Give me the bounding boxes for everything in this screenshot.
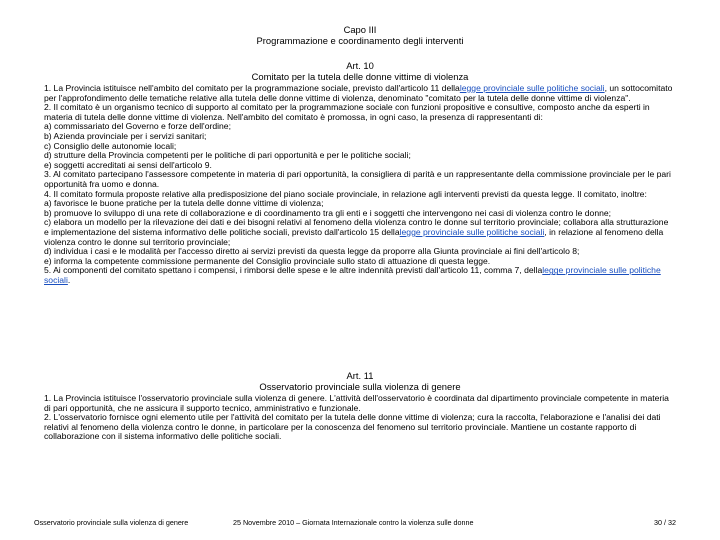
article-10-paragraph-4: 4. Il comitato formula proposte relative alla predisposizione del piano sociale provinciale, in relazione agli interventi previsti da questa legge. Il comitato, inoltre: [44,188,647,199]
list-item: c) Consiglio delle autonomie locali; [44,140,177,151]
list-item: d) individua i casi e le modalità per l'accesso diretto ai servizi previsti da questa legge da proporre alla Giunta provinciale ai fini dell'articolo 8; [44,246,580,257]
footer-center: 25 Novembre 2010 – Giornata Internazionale contro la violenza sulle donne [233,518,474,527]
article-11-paragraph-2: 2. L'osservatorio fornisce ogni elemento utile per l'attività del comitato per la tutela delle donne vittime di violenza; cura la raccolta, l'elaborazione e l'analisi dei dati relativi al fenomeno della violenza contro le donne, in particolare per la conoscenza del fenomeno sul territorio provinciale. Mantiene un costante rapporto di collaborazione con il sistema informativo delle politiche sociali. [44,412,661,442]
list-item: d) strutture della Provincia competenti per le politiche di pari opportunità e per le politiche sociali; [44,150,411,161]
list-item: e) soggetti accreditati ai sensi dell'articolo 9. [44,159,212,170]
list-item: a) favorisce le buone pratiche per la tutela delle donne vittime di violenza; [44,198,324,209]
law-link[interactable]: legge provinciale sulle politiche sociali [459,83,605,93]
chapter-title: Capo III [343,24,377,35]
article-10-body [44,84,674,285]
page-number: 30 / 32 [654,518,676,527]
article-10-paragraph-2: 2. Il comitato è un organismo tecnico di supporto al comitato per la programmazione sociale con funzioni propositive e consultive, composto anche da esperti in materia di tutela delle donne vittime di violenza. Nell'ambito del comitato è promossa, in ogni caso, la presenza di rappresentanti di: [44,102,650,122]
article-10-paragraph-3: 3. Al comitato partecipano l'assessore competente in materia di pari opportunità, la consigliera di parità e un rappresentante della commissione provinciale per le pari opportunità fra uomo e donna. [44,169,671,189]
law-link[interactable]: legge provinciale sulle politiche sociali [44,265,661,285]
article-11-title: Osservatorio provinciale sulla violenza di genere [259,381,461,392]
list-item: a) commissariato del Governo e forze dell'ordine; [44,121,231,132]
article-10-title: Comitato per la tutela delle donne vittime di violenza [251,71,469,82]
list-item: b) promuove lo sviluppo di una rete di collaborazione e di coordinamento tra gli enti e i soggetti che intervengono nei casi di violenza contro le donne; [44,207,612,218]
list-item: e) informa la competente commissione permanente del Consiglio provinciale sullo stato di attuazione di questa legge. [44,255,491,266]
chapter-subtitle: Programmazione e coordinamento degli interventi [256,35,464,46]
article-10-paragraph-5: 5. Ai componenti del comitato spettano i compensi, i rimborsi delle spese e le altre indennità previsti dall'articolo 11, comma 7, dellalegge provinciale sulle politiche sociali. [44,265,661,285]
article-11-heading [0,370,720,392]
article-11-body [44,394,674,442]
article-10-paragraph-1: 1. La Provincia istituisce nell'ambito del comitato per la programmazione sociale, previsto dall'articolo 11 dellalegge provinciale sulle politiche sociali, un sottocomitato per l'approfondimento delle tematiche relative alla tutela delle donne vittime di violenza, denominato "comitato per la tutela delle donne vittime di violenza". [44,83,673,103]
article-11-paragraph-1: 1. La Provincia istituisce l'osservatorio provinciale sulla violenza di genere. L'attività dell'osservatorio è coordinata dal dipartimento provinciale competente in materia di pari opportunità, che ne assicura il supporto tecnico, amministrativo e funzionale. [44,393,669,413]
article-10-number: Art. 10 [346,60,374,71]
list-item: b) Azienda provinciale per i servizi sanitari; [44,130,207,141]
chapter-heading [0,24,720,46]
law-link[interactable]: legge provinciale sulle politiche sociali [399,226,545,237]
list-item: c) elabora un modello per la rilevazione dei dati e dei bisogni relativi al fenomeno della violenza contro le donne sul territorio provinciale; collabora alla strutturazione e implementazione del sistema informativo delle politiche sociali, previsto dall'articolo 15 dellalegge provinciale sulle politiche sociali, in relazione al fenomeno della violenza contro le donne sul territorio provinciale; [44,217,669,247]
footer-left: Osservatorio provinciale sulla violenza di genere [34,518,189,527]
article-10-heading [0,60,720,82]
article-11-number: Art. 11 [346,370,374,381]
